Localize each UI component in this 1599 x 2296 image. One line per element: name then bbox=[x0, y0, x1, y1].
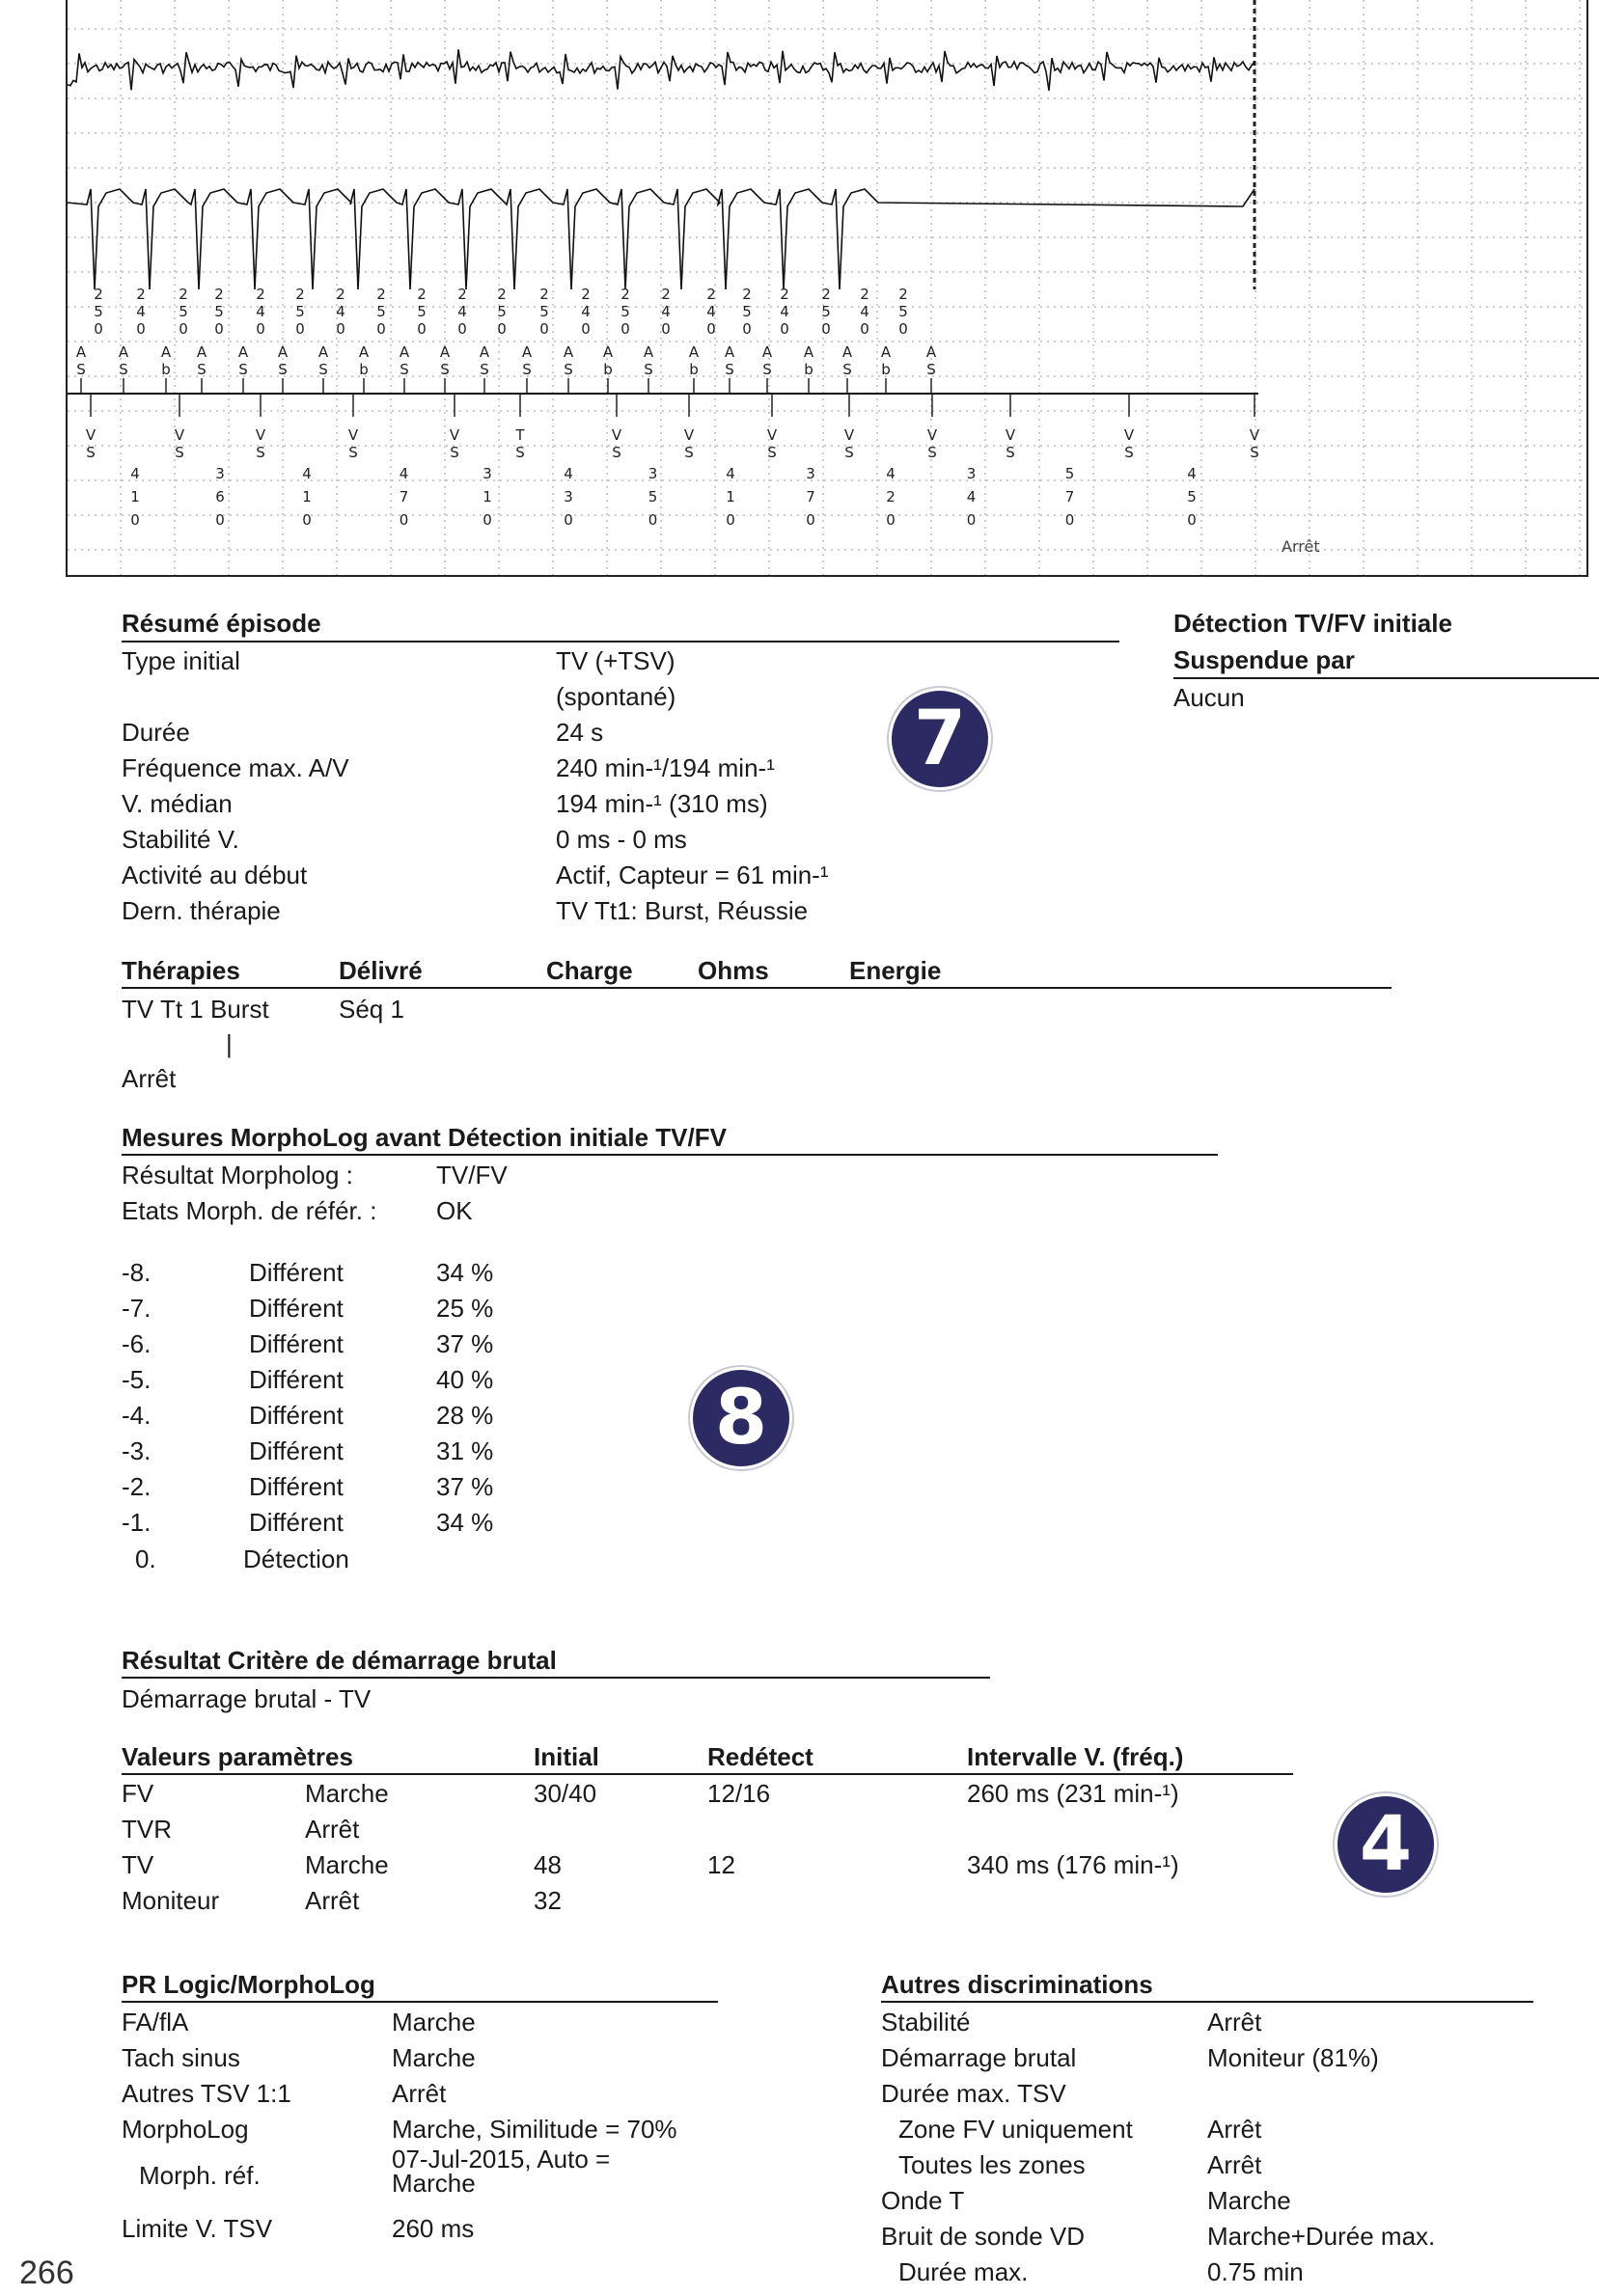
atrial-cycle-length-digit: 2 bbox=[417, 286, 427, 303]
param-state: Marche bbox=[305, 1779, 389, 1808]
atrial-cycle-length-digit: 2 bbox=[94, 286, 103, 303]
atrial-cycle-length-digit: 0 bbox=[821, 320, 831, 338]
atrial-marker-label: A bbox=[761, 343, 773, 361]
atrial-marker-label: S bbox=[644, 361, 653, 378]
atrial-cycle-length-digit: 0 bbox=[376, 320, 386, 338]
morpholog-beat-percent: 31 % bbox=[436, 1436, 494, 1465]
onset-value: Démarrage brutal - TV bbox=[122, 1684, 372, 1713]
morpholog-beat-index: -6. bbox=[122, 1329, 152, 1358]
atrial-marker-label: S bbox=[725, 361, 734, 378]
ventricular-marker-label: V bbox=[174, 426, 185, 444]
atrial-cycle-length-digit: 0 bbox=[457, 320, 467, 338]
ventricular-marker-label: S bbox=[1250, 444, 1259, 461]
prlogic-row-value: Marche, Similitude = 70% bbox=[392, 2115, 677, 2144]
episode-summary-rule bbox=[122, 641, 1119, 642]
page-number: 266 bbox=[19, 2255, 74, 2291]
ventricular-cycle-length-digit: 2 bbox=[886, 488, 896, 506]
atrial-cycle-length-digit: 5 bbox=[376, 303, 386, 320]
param-zone: Moniteur bbox=[122, 1886, 220, 1915]
morpholog-beat-index: -2. bbox=[122, 1472, 152, 1501]
atrial-cycle-length-digit: 4 bbox=[256, 303, 265, 320]
atrial-marker-label: A bbox=[399, 343, 410, 361]
atrial-cycle-length-digit: 2 bbox=[214, 286, 224, 303]
ventricular-cycle-length-digit: 0 bbox=[302, 511, 312, 529]
detection-title: Détection TV/FV initiale bbox=[1173, 609, 1452, 638]
morpholog-beat-index: -1. bbox=[122, 1508, 152, 1537]
ventricular-cycle-length-digit: 3 bbox=[806, 465, 815, 482]
other-discrim-row-label: Durée max. TSV bbox=[881, 2079, 1066, 2108]
atrial-cycle-length-digit: 0 bbox=[780, 320, 789, 338]
atrial-marker-label: A bbox=[602, 343, 614, 361]
atrial-marker-label: A bbox=[563, 343, 574, 361]
episode-row-value: 24 s bbox=[556, 718, 604, 747]
ventricular-marker-label: S bbox=[612, 444, 621, 461]
param-zone: TV bbox=[122, 1850, 154, 1879]
morpholog-beat-index: -7. bbox=[122, 1294, 152, 1323]
ventricular-cycle-length-digit: 0 bbox=[648, 511, 658, 529]
therapies-rule bbox=[122, 987, 1392, 989]
ventricular-cycle-length-digit: 4 bbox=[1187, 465, 1197, 482]
params-rule bbox=[122, 1773, 1293, 1775]
atrial-marker-label: A bbox=[358, 343, 370, 361]
ventricular-marker-label: S bbox=[450, 444, 459, 461]
atrial-cycle-length-digit: 5 bbox=[94, 303, 103, 320]
detection-rule bbox=[1173, 677, 1599, 679]
morpholog-beat-index: -4. bbox=[122, 1401, 152, 1430]
params-header-initial: Initial bbox=[534, 1742, 599, 1771]
morpholog-ref-label: Etats Morph. de référ. : bbox=[122, 1196, 377, 1225]
ventricular-cycle-length-digit: 3 bbox=[215, 465, 225, 482]
episode-row-label: V. médian bbox=[122, 789, 233, 818]
other-discrim-row-label: Durée max. bbox=[898, 2257, 1029, 2286]
param-state: Arrêt bbox=[305, 1815, 360, 1844]
morpholog-beat-percent: 25 % bbox=[436, 1294, 494, 1323]
ventricular-cycle-length-digit: 3 bbox=[482, 465, 492, 482]
atrial-cycle-length-digit: 0 bbox=[94, 320, 103, 338]
atrial-marker-label: A bbox=[118, 343, 129, 361]
morpholog-result-value: TV/FV bbox=[436, 1161, 508, 1189]
prlogic-row-label: FA/flA bbox=[122, 2008, 189, 2036]
ventricular-marker-label: S bbox=[1006, 444, 1015, 461]
other-discrim-row-label: Démarrage brutal bbox=[881, 2043, 1077, 2072]
therapy-delivered: Séq 1 bbox=[339, 995, 404, 1024]
param-interval: 260 ms (231 min-¹) bbox=[967, 1779, 1179, 1808]
ventricular-marker-label: V bbox=[611, 426, 622, 444]
params-header-redetect: Redétect bbox=[707, 1742, 813, 1771]
atrial-cycle-length-digit: 4 bbox=[780, 303, 789, 320]
other-discrim-row-label: Onde T bbox=[881, 2186, 965, 2215]
atrial-cycle-length-digit: 5 bbox=[539, 303, 549, 320]
ventricular-cycle-length-digit: 0 bbox=[130, 511, 140, 529]
param-redetect: 12/16 bbox=[707, 1779, 771, 1808]
ventricular-marker-label: S bbox=[844, 444, 854, 461]
ventricular-cycle-length-digit: 7 bbox=[1064, 488, 1075, 506]
atrial-cycle-length-digit: 2 bbox=[706, 286, 716, 303]
episode-row-value: 240 min-¹/194 min-¹ bbox=[556, 753, 775, 782]
episode-row-value: 194 min-¹ (310 ms) bbox=[556, 789, 768, 818]
ventricular-marker-label: V bbox=[347, 426, 359, 444]
atrial-cycle-length-digit: 5 bbox=[742, 303, 752, 320]
ventricular-cycle-length-digit: 4 bbox=[302, 465, 312, 482]
other-discrim-row-value: Arrêt bbox=[1207, 2150, 1262, 2179]
atrial-cycle-length-digit: 2 bbox=[497, 286, 507, 303]
episode-row-value: TV Tt1: Burst, Réussie bbox=[556, 896, 809, 925]
morpholog-result-label: Résultat Morpholog : bbox=[122, 1161, 353, 1189]
atrial-cycle-length-digit: 4 bbox=[136, 303, 146, 320]
ventricular-cycle-length-digit: 0 bbox=[966, 511, 977, 529]
ventricular-cycle-length-digit: 0 bbox=[1064, 511, 1075, 529]
ventricular-marker-label: S bbox=[348, 444, 358, 461]
morpholog-beat-status: Différent bbox=[249, 1365, 344, 1394]
ventricular-marker-label: V bbox=[85, 426, 96, 444]
atrial-cycle-length-digit: 5 bbox=[214, 303, 224, 320]
ventricular-cycle-length-digit: 4 bbox=[564, 465, 573, 482]
ventricular-cycle-length-digit: 1 bbox=[302, 488, 312, 506]
atrial-marker-label: A bbox=[724, 343, 735, 361]
params-header-values: Valeurs paramètres bbox=[122, 1742, 353, 1771]
ventricular-marker-label: V bbox=[683, 426, 695, 444]
atrial-cycle-length-digit: 5 bbox=[417, 303, 427, 320]
atrial-cycle-length-digit: 2 bbox=[620, 286, 630, 303]
other-discrim-row-value: Arrêt bbox=[1207, 2115, 1262, 2144]
ecg-stop-label: Arrêt bbox=[1282, 537, 1320, 556]
atrial-cycle-length-digit: 4 bbox=[581, 303, 591, 320]
atrial-cycle-length-digit: 0 bbox=[661, 320, 671, 338]
episode-row-value: Actif, Capteur = 61 min-¹ bbox=[556, 861, 829, 889]
param-state: Arrêt bbox=[305, 1886, 360, 1915]
atrial-cycle-length-digit: 0 bbox=[136, 320, 146, 338]
therapy-stop: Arrêt bbox=[122, 1064, 177, 1093]
morpholog-title: Mesures MorphoLog avant Détection initiale TV/FV bbox=[122, 1123, 727, 1152]
atrial-marker-label: A bbox=[925, 343, 937, 361]
atrial-marker-label: S bbox=[400, 361, 409, 378]
ventricular-cycle-length-digit: 5 bbox=[1187, 488, 1197, 506]
atrial-cycle-length-digit: 4 bbox=[336, 303, 345, 320]
ventricular-marker-label: V bbox=[1005, 426, 1016, 444]
other-discrim-row-value: Marche bbox=[1207, 2186, 1291, 2215]
morpholog-beat-status: Différent bbox=[249, 1294, 344, 1323]
morpholog-beat-percent: 40 % bbox=[436, 1365, 494, 1394]
ventricular-cycle-length-digit: 5 bbox=[648, 488, 658, 506]
onset-rule bbox=[122, 1677, 990, 1679]
episode-row-label: Activité au début bbox=[122, 861, 308, 889]
ventricular-cycle-length-digit: 3 bbox=[648, 465, 658, 482]
morpholog-rule bbox=[122, 1154, 1218, 1156]
atrial-cycle-length-digit: 0 bbox=[336, 320, 345, 338]
onset-title: Résultat Critère de démarrage brutal bbox=[122, 1646, 557, 1675]
ventricular-cycle-length-digit: 0 bbox=[215, 511, 225, 529]
therapy-name: TV Tt 1 Burst bbox=[122, 995, 269, 1024]
atrial-cycle-length-digit: 2 bbox=[256, 286, 265, 303]
ventricular-cycle-length-digit: 3 bbox=[966, 465, 977, 482]
atrial-marker-label: A bbox=[880, 343, 892, 361]
prlogic-morph-ref-value-line2: Marche bbox=[392, 2169, 476, 2198]
ventricular-cycle-length-digit: 4 bbox=[130, 465, 140, 482]
ventricular-marker-label: V bbox=[843, 426, 855, 444]
ventricular-cycle-length-digit: 4 bbox=[886, 465, 896, 482]
morpholog-beat-status: Différent bbox=[249, 1436, 344, 1465]
atrial-marker-label: S bbox=[278, 361, 288, 378]
atrial-cycle-length-digit: 2 bbox=[898, 286, 908, 303]
atrial-marker-label: b bbox=[603, 361, 613, 378]
atrial-cycle-length-digit: 0 bbox=[860, 320, 869, 338]
ventricular-marker-label: S bbox=[1124, 444, 1134, 461]
atrial-marker-label: A bbox=[479, 343, 490, 361]
other-discrim-row-value: 0.75 min bbox=[1207, 2257, 1304, 2286]
ventricular-marker-label: V bbox=[926, 426, 938, 444]
episode-row-label: Type initial bbox=[122, 646, 240, 675]
morpholog-beat-status: Différent bbox=[249, 1508, 344, 1537]
ventricular-marker-label: V bbox=[255, 426, 266, 444]
atrial-cycle-length-digit: 2 bbox=[581, 286, 591, 303]
atrial-marker-label: A bbox=[521, 343, 533, 361]
atrial-cycle-length-digit: 2 bbox=[179, 286, 188, 303]
prlogic-row-label: Tach sinus bbox=[122, 2043, 240, 2072]
ventricular-cycle-length-digit: 7 bbox=[806, 488, 815, 506]
atrial-cycle-length-digit: 0 bbox=[620, 320, 630, 338]
other-discrim-row-label: Toutes les zones bbox=[898, 2150, 1086, 2179]
morpholog-beat-status: Différent bbox=[249, 1258, 344, 1287]
episode-row-label: Stabilité V. bbox=[122, 825, 239, 854]
therapies-header-therapy: Thérapies bbox=[122, 956, 240, 985]
detection-suspended-title: Suspendue par bbox=[1173, 645, 1355, 674]
atrial-marker-label: S bbox=[480, 361, 489, 378]
atrial-cycle-length-digit: 0 bbox=[742, 320, 752, 338]
episode-row-label: Dern. thérapie bbox=[122, 896, 281, 925]
param-interval: 340 ms (176 min-¹) bbox=[967, 1850, 1179, 1879]
atrial-cycle-length-digit: 5 bbox=[898, 303, 908, 320]
atrial-cycle-length-digit: 4 bbox=[860, 303, 869, 320]
ventricular-cycle-length-digit: 4 bbox=[726, 465, 735, 482]
morpholog-ref-value: OK bbox=[436, 1196, 473, 1225]
atrial-marker-label: S bbox=[119, 361, 128, 378]
atrial-cycle-length-digit: 0 bbox=[295, 320, 305, 338]
morpholog-final-index: 0. bbox=[135, 1544, 156, 1573]
other-discrim-row-label: Zone FV uniquement bbox=[898, 2115, 1133, 2144]
ventricular-marker-label: S bbox=[256, 444, 265, 461]
atrial-cycle-length-digit: 5 bbox=[620, 303, 630, 320]
morpholog-beat-percent: 34 % bbox=[436, 1258, 494, 1287]
ventricular-cycle-length-digit: 1 bbox=[482, 488, 492, 506]
callout-badge-8: 8 bbox=[693, 1370, 789, 1466]
atrial-cycle-length-digit: 4 bbox=[661, 303, 671, 320]
morpholog-final-status: Détection bbox=[243, 1544, 349, 1573]
atrial-cycle-length-digit: 5 bbox=[295, 303, 305, 320]
atrial-cycle-length-digit: 0 bbox=[898, 320, 908, 338]
prlogic-morph-ref-label: Morph. réf. bbox=[139, 2161, 261, 2190]
atrial-cycle-length-digit: 4 bbox=[457, 303, 467, 320]
morpholog-beat-index: -5. bbox=[122, 1365, 152, 1394]
atrial-cycle-length-digit: 2 bbox=[457, 286, 467, 303]
callout-badge-7: 7 bbox=[892, 691, 988, 787]
morpholog-beat-status: Différent bbox=[249, 1329, 344, 1358]
atrial-marker-label: S bbox=[197, 361, 207, 378]
atrial-cycle-length-digit: 2 bbox=[780, 286, 789, 303]
episode-summary-title: Résumé épisode bbox=[122, 609, 321, 638]
atrial-marker-label: S bbox=[318, 361, 328, 378]
prlogic-limit-value: 260 ms bbox=[392, 2214, 475, 2243]
prlogic-row-label: Autres TSV 1:1 bbox=[122, 2079, 291, 2108]
episode-row-label: Durée bbox=[122, 718, 190, 747]
atrial-cycle-length-digit: 0 bbox=[581, 320, 591, 338]
other-discrim-title: Autres discriminations bbox=[881, 1970, 1153, 1999]
ventricular-marker-label: S bbox=[86, 444, 96, 461]
ventricular-marker-label: V bbox=[1249, 426, 1260, 444]
therapies-header-ohms: Ohms bbox=[698, 956, 769, 985]
param-initial: 48 bbox=[534, 1850, 562, 1879]
ventricular-marker-label: S bbox=[927, 444, 937, 461]
ventricular-marker-label: V bbox=[449, 426, 460, 444]
atrial-marker-label: b bbox=[689, 361, 699, 378]
prlogic-title: PR Logic/MorphoLog bbox=[122, 1970, 375, 1999]
ventricular-marker-label: V bbox=[1123, 426, 1135, 444]
prlogic-row-value: Marche bbox=[392, 2043, 476, 2072]
ventricular-cycle-length-digit: 0 bbox=[806, 511, 815, 529]
therapies-header-delivered: Délivré bbox=[339, 956, 423, 985]
episode-row-value: (spontané) bbox=[556, 682, 676, 711]
atrial-marker-label: S bbox=[842, 361, 852, 378]
atrial-cycle-length-digit: 0 bbox=[417, 320, 427, 338]
episode-row-value: 0 ms - 0 ms bbox=[556, 825, 687, 854]
therapies-header-charge: Charge bbox=[546, 956, 633, 985]
morpholog-beat-status: Différent bbox=[249, 1472, 344, 1501]
atrial-cycle-length-digit: 2 bbox=[336, 286, 345, 303]
prlogic-row-value: Arrêt bbox=[392, 2079, 447, 2108]
atrial-marker-label: b bbox=[359, 361, 369, 378]
ventricular-cycle-length-digit: 0 bbox=[886, 511, 896, 529]
ventricular-cycle-length-digit: 3 bbox=[564, 488, 573, 506]
atrial-marker-label: A bbox=[841, 343, 853, 361]
therapy-sequence-bar: | bbox=[226, 1029, 233, 1058]
morpholog-beat-status: Différent bbox=[249, 1401, 344, 1430]
atrial-cycle-length-digit: 4 bbox=[706, 303, 716, 320]
other-discrim-rule bbox=[881, 2001, 1533, 2003]
other-discrim-row-label: Stabilité bbox=[881, 2008, 971, 2036]
morpholog-beat-percent: 37 % bbox=[436, 1472, 494, 1501]
atrial-marker-label: A bbox=[439, 343, 451, 361]
param-zone: TVR bbox=[122, 1815, 172, 1844]
ventricular-cycle-length-digit: 0 bbox=[482, 511, 492, 529]
ventricular-cycle-length-digit: 1 bbox=[130, 488, 140, 506]
ventricular-cycle-length-digit: 5 bbox=[1064, 465, 1075, 482]
atrial-cycle-length-digit: 0 bbox=[539, 320, 549, 338]
ventricular-marker-label: S bbox=[515, 444, 525, 461]
therapies-header-energy: Energie bbox=[849, 956, 942, 985]
ecg-strip bbox=[66, 0, 1588, 577]
other-discrim-row-value: Arrêt bbox=[1207, 2008, 1262, 2036]
atrial-cycle-length-digit: 0 bbox=[706, 320, 716, 338]
param-zone: FV bbox=[122, 1779, 154, 1808]
atrial-marker-label: b bbox=[881, 361, 891, 378]
morpholog-beat-index: -8. bbox=[122, 1258, 152, 1287]
other-discrim-row-label: Bruit de sonde VD bbox=[881, 2222, 1086, 2251]
detection-suspended-value: Aucun bbox=[1173, 683, 1245, 712]
atrial-cycle-length-digit: 2 bbox=[136, 286, 146, 303]
atrial-marker-label: A bbox=[643, 343, 654, 361]
atrial-marker-label: S bbox=[76, 361, 86, 378]
atrial-marker-label: S bbox=[522, 361, 532, 378]
atrial-cycle-length-digit: 5 bbox=[821, 303, 831, 320]
ventricular-cycle-length-digit: 4 bbox=[966, 488, 977, 506]
atrial-cycle-length-digit: 0 bbox=[214, 320, 224, 338]
ventricular-cycle-length-digit: 0 bbox=[564, 511, 573, 529]
atrial-marker-label: A bbox=[317, 343, 329, 361]
ventricular-marker-label: V bbox=[766, 426, 778, 444]
other-discrim-row-value: Moniteur (81%) bbox=[1207, 2043, 1379, 2072]
atrial-marker-label: S bbox=[762, 361, 772, 378]
atrial-cycle-length-digit: 5 bbox=[497, 303, 507, 320]
ventricular-marker-label: S bbox=[684, 444, 694, 461]
atrial-cycle-length-digit: 2 bbox=[860, 286, 869, 303]
atrial-marker-label: b bbox=[161, 361, 171, 378]
ventricular-cycle-length-digit: 0 bbox=[399, 511, 409, 529]
ventricular-cycle-length-digit: 0 bbox=[1187, 511, 1197, 529]
atrial-marker-label: A bbox=[196, 343, 207, 361]
prlogic-rule bbox=[122, 2001, 718, 2003]
atrial-cycle-length-digit: 0 bbox=[497, 320, 507, 338]
atrial-cycle-length-digit: 2 bbox=[376, 286, 386, 303]
param-initial: 32 bbox=[534, 1886, 562, 1915]
prlogic-limit-label: Limite V. TSV bbox=[122, 2214, 273, 2243]
atrial-marker-label: b bbox=[804, 361, 813, 378]
ventricular-cycle-length-digit: 0 bbox=[726, 511, 735, 529]
atrial-cycle-length-digit: 2 bbox=[539, 286, 549, 303]
callout-badge-4: 4 bbox=[1337, 1796, 1434, 1893]
atrial-marker-label: S bbox=[564, 361, 573, 378]
ventricular-cycle-length-digit: 7 bbox=[399, 488, 409, 506]
atrial-cycle-length-digit: 2 bbox=[742, 286, 752, 303]
prlogic-row-value: Marche bbox=[392, 2008, 476, 2036]
atrial-cycle-length-digit: 0 bbox=[256, 320, 265, 338]
atrial-marker-label: A bbox=[160, 343, 172, 361]
atrial-marker-label: A bbox=[237, 343, 249, 361]
param-state: Marche bbox=[305, 1850, 389, 1879]
atrial-marker-label: S bbox=[926, 361, 936, 378]
morpholog-beat-percent: 34 % bbox=[436, 1508, 494, 1537]
episode-row-label: Fréquence max. A/V bbox=[122, 753, 349, 782]
atrial-cycle-length-digit: 5 bbox=[179, 303, 188, 320]
atrial-cycle-length-digit: 2 bbox=[661, 286, 671, 303]
other-discrim-row-value: Marche+Durée max. bbox=[1207, 2222, 1436, 2251]
ventricular-marker-label: T bbox=[515, 426, 525, 444]
atrial-marker-label: A bbox=[277, 343, 289, 361]
atrial-cycle-length-digit: 2 bbox=[821, 286, 831, 303]
atrial-marker-label: A bbox=[75, 343, 87, 361]
atrial-marker-label: S bbox=[238, 361, 248, 378]
prlogic-morph-ref-value-line1: 07-Jul-2015, Auto = bbox=[392, 2145, 611, 2173]
atrial-cycle-length-digit: 0 bbox=[179, 320, 188, 338]
episode-row-value: TV (+TSV) bbox=[556, 646, 675, 675]
atrial-marker-label: A bbox=[688, 343, 700, 361]
ventricular-cycle-length-digit: 4 bbox=[399, 465, 409, 482]
morpholog-beat-percent: 28 % bbox=[436, 1401, 494, 1430]
ventricular-cycle-length-digit: 6 bbox=[215, 488, 225, 506]
ventricular-marker-label: S bbox=[767, 444, 777, 461]
morpholog-beat-index: -3. bbox=[122, 1436, 152, 1465]
ventricular-cycle-length-digit: 1 bbox=[726, 488, 735, 506]
atrial-marker-label: S bbox=[440, 361, 450, 378]
params-header-interval: Intervalle V. (fréq.) bbox=[967, 1742, 1184, 1771]
prlogic-row-label: MorphoLog bbox=[122, 2115, 249, 2144]
atrial-cycle-length-digit: 2 bbox=[295, 286, 305, 303]
param-initial: 30/40 bbox=[534, 1779, 597, 1808]
morpholog-beat-percent: 37 % bbox=[436, 1329, 494, 1358]
ventricular-marker-label: S bbox=[175, 444, 184, 461]
param-redetect: 12 bbox=[707, 1850, 735, 1879]
atrial-marker-label: A bbox=[803, 343, 814, 361]
